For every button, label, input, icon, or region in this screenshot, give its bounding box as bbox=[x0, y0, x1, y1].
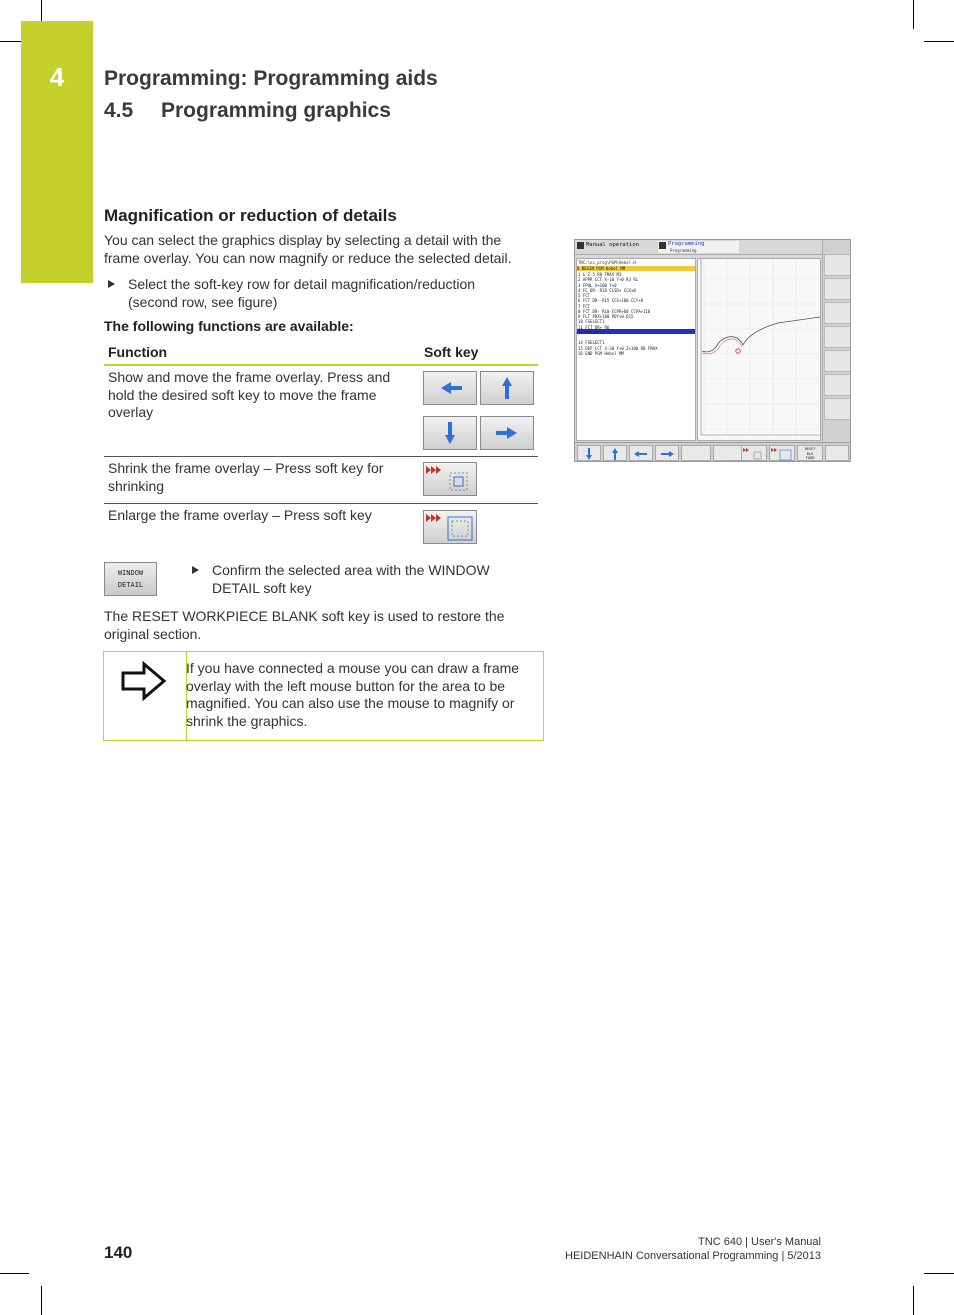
softkey-left-small[interactable] bbox=[629, 445, 653, 461]
arrow-left-icon bbox=[630, 447, 652, 461]
step-2-text: Confirm the selected area with the WINDOW DETAIL soft key bbox=[212, 562, 490, 596]
crop-mark bbox=[924, 1273, 954, 1274]
arrow-down-icon bbox=[424, 417, 476, 449]
program-line[interactable]: 13 FCT DR- R18 CLSD- CCX+0 CCY+0 bbox=[578, 335, 656, 340]
header-rule bbox=[104, 364, 538, 366]
functions-label: The following functions are available: bbox=[104, 318, 354, 334]
program-line[interactable]: 16 END PGM Hebel MM bbox=[578, 350, 624, 356]
mode-left-label: Manual operation bbox=[586, 242, 639, 248]
program-line[interactable]: 4 FC DR- R18 CLSD+ CCX+0 bbox=[578, 287, 636, 293]
window-detail-softkey[interactable] bbox=[104, 562, 157, 596]
arrow-up-icon bbox=[481, 372, 533, 404]
footer-line-1: TNC 640 | User's Manual bbox=[698, 1236, 821, 1248]
softkey-empty[interactable] bbox=[713, 445, 743, 461]
chapter-tab bbox=[21, 21, 93, 283]
program-line[interactable]: 15 DEP LCT X-30 Y+0 Z+100 R0 FMAX bbox=[578, 345, 658, 351]
intro-paragraph: You can select the graphics display by selecting a detail with the frame overlay. You can now magnify or reduce the selected detail. bbox=[104, 232, 512, 266]
program-lines bbox=[578, 272, 695, 356]
page-number: 140 bbox=[104, 1243, 133, 1262]
program-line[interactable]: 5 FCT bbox=[578, 293, 591, 298]
softkey-shrink-button[interactable] bbox=[423, 462, 477, 496]
softkey-right-button[interactable] bbox=[480, 416, 534, 450]
crop-mark bbox=[913, 1286, 914, 1315]
vertical-softkey[interactable] bbox=[824, 278, 851, 300]
crop-mark bbox=[41, 1286, 42, 1315]
program-line[interactable]: 8 FCT DR- R10 CCPR+60 CCPA+110 bbox=[578, 308, 651, 314]
enlarge-frame-icon bbox=[770, 447, 794, 461]
arrow-up-icon bbox=[604, 447, 626, 461]
vertical-softkey[interactable] bbox=[824, 374, 851, 396]
vertical-softkey[interactable] bbox=[824, 254, 851, 276]
vertical-softkey[interactable] bbox=[824, 326, 851, 348]
window-detail-label-1: WINDOW bbox=[117, 569, 144, 577]
note-text: If you have connected a mouse you can draw a frame overlay with the left mouse button for the area to be magnified. You can also use the mouse to magnify or shrink the graphics. bbox=[186, 660, 520, 729]
col-header-softkey: Soft key bbox=[424, 344, 479, 360]
section-title: Programming graphics bbox=[161, 99, 391, 122]
note-arrow-icon bbox=[120, 661, 168, 701]
softkey-shrink-small[interactable] bbox=[741, 445, 767, 461]
softkey-up-small[interactable] bbox=[603, 445, 627, 461]
note-box bbox=[103, 651, 544, 741]
program-line[interactable]: 6 FCT DR- R15 CCX+100 CCY+0 bbox=[578, 298, 644, 304]
program-line[interactable]: 3 FPOL X+100 Y+0 bbox=[578, 282, 617, 288]
heading: Magnification or reduction of details bbox=[104, 206, 397, 225]
softkey-enlarge-button[interactable] bbox=[423, 510, 477, 544]
table-row-function: Show and move the frame overlay. Press and hold the desired soft key to move the frame overlay bbox=[108, 369, 391, 420]
footer-line-2: HEIDENHAIN Conversational Programming | 5/2013 bbox=[565, 1250, 821, 1262]
tnc-screenshot bbox=[574, 239, 851, 462]
softkey-left-button[interactable] bbox=[423, 371, 477, 405]
crop-mark bbox=[0, 41, 21, 42]
row-divider bbox=[104, 503, 538, 504]
program-line[interactable]: 10 FSELECT1 bbox=[578, 319, 605, 325]
crop-mark bbox=[913, 0, 914, 29]
program-path: TNC:\nc_prog\PGM\Hebel.H bbox=[578, 260, 636, 265]
chapter-title: Programming: Programming aids bbox=[104, 67, 438, 90]
softkey-empty[interactable] bbox=[825, 445, 849, 461]
window-detail-label-2: DETAIL bbox=[117, 581, 144, 589]
program-line[interactable]: 1 L Z-5 R0 FMAX M3 bbox=[578, 272, 622, 277]
footer bbox=[565, 1235, 821, 1263]
program-line[interactable]: 7 FCT bbox=[578, 303, 591, 309]
reset-paragraph: The RESET WORKPIECE BLANK soft key is used to restore the original section. bbox=[104, 608, 505, 642]
programming-mode-icon bbox=[659, 242, 666, 249]
softkey-right-small[interactable] bbox=[655, 445, 679, 461]
vertical-softkey[interactable] bbox=[824, 350, 851, 372]
bullet-arrow-icon bbox=[108, 280, 115, 288]
vertical-softkey[interactable] bbox=[824, 398, 851, 420]
program-line[interactable]: 14 FSELECT1 bbox=[578, 340, 605, 346]
arrow-right-icon bbox=[481, 417, 533, 449]
program-line[interactable]: 2 APPR LCT X-10 Y+0 R3 RL bbox=[578, 277, 639, 283]
softkey-row bbox=[575, 442, 851, 462]
mode-right-label: Programming bbox=[668, 241, 705, 247]
reset-line-1: RESET bbox=[804, 447, 816, 451]
row-divider bbox=[104, 456, 538, 457]
shrink-frame-icon bbox=[424, 463, 476, 495]
vertical-softkey-column bbox=[822, 240, 851, 441]
reset-line-2: BLK bbox=[806, 451, 814, 456]
contour-graphic bbox=[698, 259, 820, 440]
vertical-softkey[interactable] bbox=[824, 302, 851, 324]
softkey-down-small[interactable] bbox=[577, 445, 601, 461]
bullet-arrow-icon bbox=[192, 566, 199, 574]
arrow-right-icon bbox=[656, 447, 678, 461]
mode-right-sublabel: Programming bbox=[670, 248, 697, 253]
table-row-function: Shrink the frame overlay – Press soft key for shrinking bbox=[108, 460, 384, 494]
step-1-text: Select the soft-key row for detail magnification/reduction (second row, see figure) bbox=[128, 276, 476, 310]
softkey-enlarge-small[interactable] bbox=[769, 445, 795, 461]
table-row-function: Enlarge the frame overlay – Press soft key bbox=[108, 507, 372, 523]
program-line[interactable]: 11 FCT DR+ R6 bbox=[578, 324, 610, 330]
col-header-function: Function bbox=[108, 344, 168, 360]
softkey-down-button[interactable] bbox=[423, 416, 477, 450]
softkey-empty[interactable] bbox=[681, 445, 711, 461]
chapter-number: 4 bbox=[49, 62, 65, 92]
reset-line-3: FORM bbox=[805, 456, 815, 460]
arrow-left-icon bbox=[424, 372, 476, 404]
arrow-down-icon bbox=[578, 447, 600, 461]
program-editor[interactable] bbox=[576, 258, 696, 441]
section-number: 4.5 bbox=[104, 99, 134, 122]
program-line[interactable]: 9 FLT PDX+100 PDY+0 D15 bbox=[578, 314, 634, 319]
shrink-frame-icon bbox=[742, 447, 766, 461]
selected-line[interactable]: 0 BEGIN PGM Hebel MM bbox=[577, 266, 695, 271]
crop-mark bbox=[0, 1273, 29, 1274]
enlarge-frame-icon bbox=[424, 511, 476, 543]
manual-mode-icon bbox=[577, 242, 584, 249]
crop-mark bbox=[41, 0, 42, 21]
program-line[interactable]: 12 FSELECT2 bbox=[578, 329, 605, 335]
softkey-reset-blank[interactable] bbox=[797, 445, 823, 461]
softkey-up-button[interactable] bbox=[480, 371, 534, 405]
crop-mark bbox=[924, 41, 954, 42]
graphics-panel[interactable] bbox=[697, 258, 821, 441]
